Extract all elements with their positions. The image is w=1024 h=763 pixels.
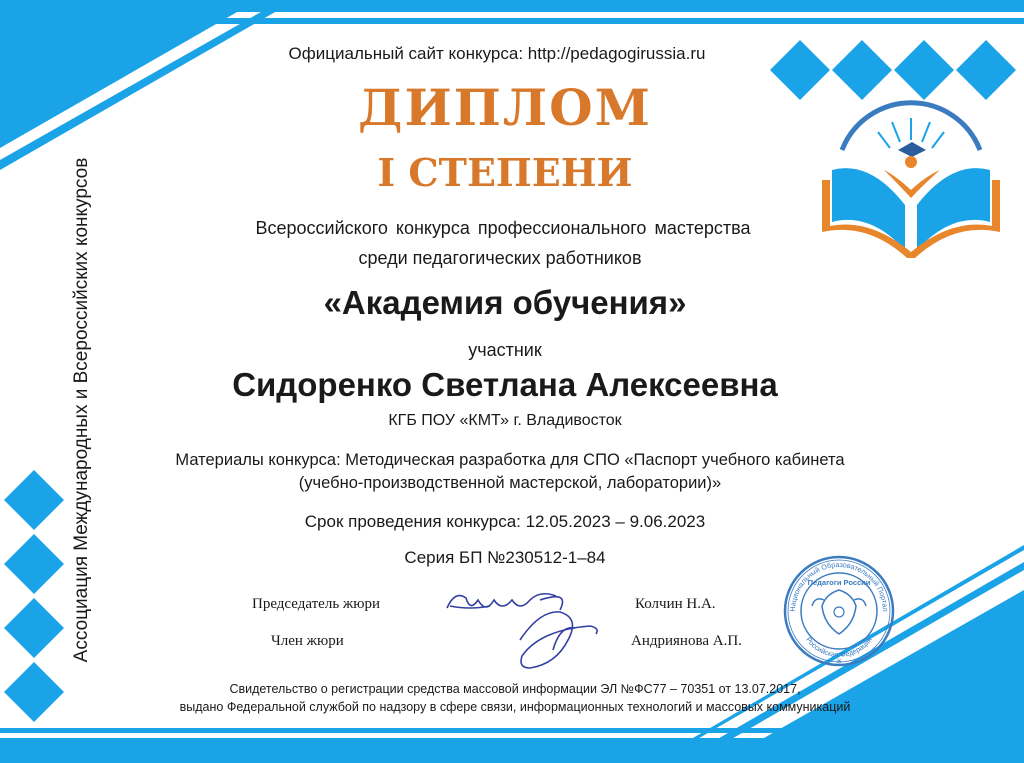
participant-name: Сидоренко Светлана Алексеевна	[232, 366, 778, 403]
top-band	[170, 0, 1024, 12]
participant-organization: КГБ ПОУ «КМТ» г. Владивосток	[388, 412, 622, 429]
diploma-title: ДИПЛОМ	[357, 78, 653, 137]
svg-text:Российская Федерация	[804, 635, 874, 659]
diploma-degree: I СТЕПЕНИ	[377, 150, 633, 195]
stamp-mid-text: Педагоги России	[807, 578, 871, 587]
stamp-text	[785, 557, 893, 665]
top-right-diamonds	[770, 40, 1016, 100]
member-label: Член жюри	[271, 633, 344, 649]
series-number: Серия БП №230512-1–84	[404, 548, 606, 567]
registration-line-1: Свидетельство о регистрации средства массовой информации ЭЛ №ФС77 – 70351 от 13.07.2017,	[229, 682, 801, 696]
stamp-top-text: Национальный Образовательный Портал	[787, 559, 891, 612]
chair-label: Председатель жюри	[252, 596, 381, 612]
member-name: Андриянова А.П.	[631, 633, 742, 649]
competition-line-2: среди педагогических работников	[358, 248, 642, 268]
signature-scribble	[447, 594, 597, 668]
materials-line-2: (учебно-производственной мастерской, лаборатории)»	[298, 474, 722, 492]
book-logo-icon	[822, 103, 1000, 258]
competition-dates: Срок проведения конкурса: 12.05.2023 – 9.06.2023	[304, 512, 706, 531]
association-vertical-text: Ассоциация Международных и Всероссийских конкурсов	[71, 157, 92, 663]
stamp-bottom-text: Российская Федерация	[804, 635, 874, 660]
competition-name: «Академия обучения»	[323, 284, 687, 321]
chair-name: Колчин Н.А.	[635, 596, 716, 612]
registration-line-2: выдано Федеральной службой по надзору в сфере связи, информационных технологий и массовых коммуникаций	[179, 700, 851, 714]
official-site-line: Официальный сайт конкурса: http://pedagogirussia.ru	[288, 44, 706, 63]
svg-text:✳: ✳	[835, 657, 843, 666]
participant-role: участник	[468, 340, 542, 360]
left-diamonds	[4, 470, 64, 722]
competition-line-1: Всероссийского конкурса профессионального мастерства	[255, 218, 751, 238]
materials-line-1: Материалы конкурса: Методическая разработка для СПО «Паспорт учебного кабинета	[175, 451, 845, 469]
